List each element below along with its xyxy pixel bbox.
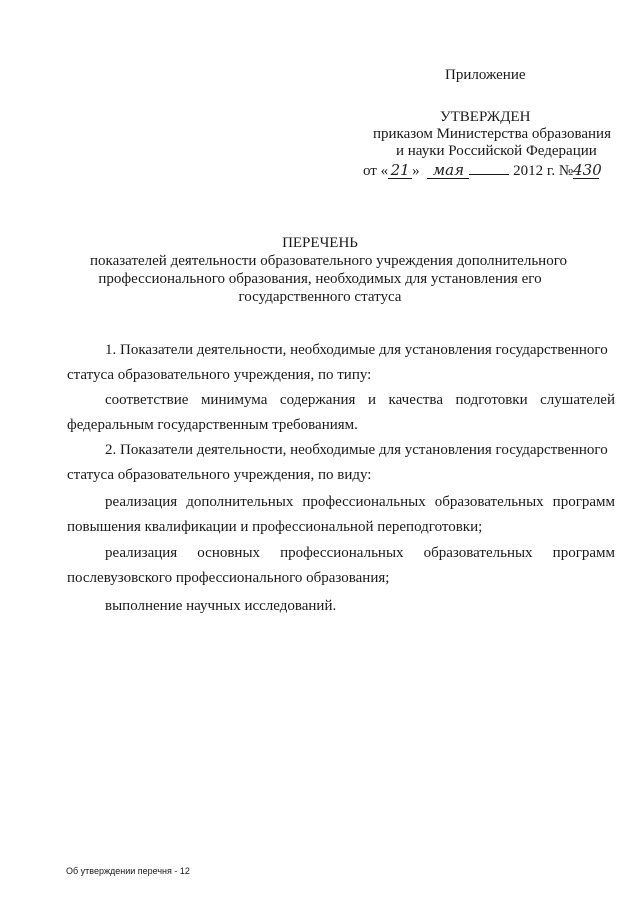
- section-1-heading: 1. Показатели деятельности, необходимые для установления государственного: [105, 342, 608, 358]
- order-line-2: и науки Российской Федерации: [396, 143, 597, 159]
- document-subtitle-line-1: показателей деятельности образовательного учреждения дополнительного: [90, 253, 567, 269]
- date-mid: »: [412, 163, 420, 179]
- section-2-item-2-line-1: реализация основных профессиональных образовательных программ: [105, 545, 615, 561]
- date-prefix: от «: [363, 163, 389, 179]
- section-1-heading-cont: статуса образовательного учреждения, по типу:: [67, 367, 372, 383]
- document-subtitle-line-3: государственного статуса: [238, 289, 402, 305]
- section-1-item-line-1: соответствие минимума содержания и качества подготовки слушателей: [105, 392, 615, 408]
- date-year-and-number-label: 2012 г. №: [513, 163, 574, 179]
- document-title: ПЕРЕЧЕНЬ: [282, 235, 358, 251]
- order-date-line: [363, 160, 602, 180]
- section-2-item-1-line-2: повышения квалификации и профессиональной переподготовки;: [67, 519, 483, 535]
- section-1-item-line-2: федеральным государственным требованиям.: [67, 417, 358, 433]
- section-2-item-1-line-1: реализация дополнительных профессиональных образовательных программ: [105, 494, 615, 510]
- section-2-item-3: выполнение научных исследований.: [105, 598, 337, 614]
- approved-label: УТВЕРЖДЕН: [440, 109, 531, 125]
- appendix-label: Приложение: [445, 67, 526, 83]
- date-month-handwritten: мая: [427, 162, 469, 179]
- section-2-heading-cont: статуса образовательного учреждения, по виду:: [67, 467, 372, 483]
- order-number-handwritten: 430: [573, 161, 602, 179]
- order-line-1: приказом Министерства образования: [373, 126, 611, 142]
- document-subtitle-line-2: профессионального образования, необходимых для установления его: [98, 271, 542, 287]
- section-2-heading: 2. Показатели деятельности, необходимые для установления государственного: [105, 442, 608, 458]
- date-underline: [469, 160, 509, 175]
- page-footer: Об утверждении перечня - 12: [66, 866, 190, 876]
- date-day-handwritten: 21: [388, 162, 412, 179]
- section-2-item-2-line-2: послевузовского профессионального образования;: [67, 570, 390, 586]
